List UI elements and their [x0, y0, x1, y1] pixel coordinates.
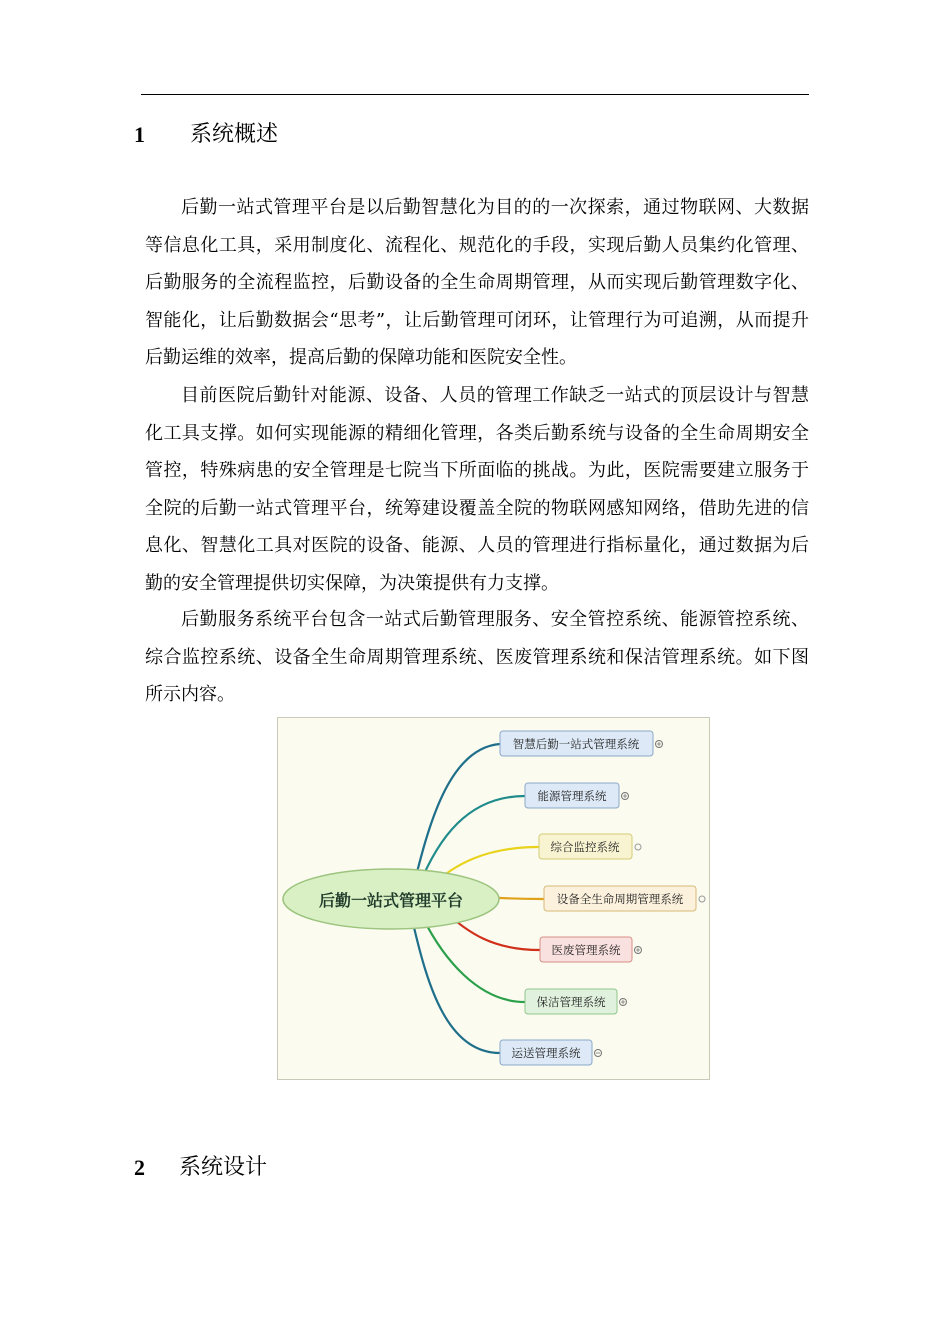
section-2-title: 系统设计: [179, 1155, 268, 1180]
paragraph-overview: 后勤一站式管理平台是以后勤智慧化为目的的一次探索，通过物联网、大数据等信息化工具，采用制度化、流程化、规范化的手段，实现后勤人员集约化管理、后勤服务的全流程监控，后勤设备的全生命周期管理，从而实现后勤管理数字化、智能化，让后勤数据会“思考”，让后勤管理可闭环，让管理行为可追溯，从而提升后勤运维的效率，提高后勤的保障功能和医院安全性。: [145, 197, 809, 368]
mindmap-figure: [277, 717, 710, 1080]
mindmap-branch-label: 智慧后勤一站式管理系统: [512, 737, 640, 751]
paragraph-components: 后勤服务系统平台包含一站式后勤管理服务、安全管控系统、能源管控系统、综合监控系统、设备全生命周期管理系统、医废管理系统和保洁管理系统。如下图所示内容。: [145, 609, 809, 705]
expand-icon: [635, 844, 641, 850]
mindmap-branch-label: 能源管理系统: [537, 789, 607, 803]
mindmap-branch-label: 保洁管理系统: [536, 995, 606, 1009]
header-rule: [141, 94, 809, 95]
mindmap-branch-node: [539, 834, 641, 859]
mindmap-connector: [413, 923, 500, 1053]
mindmap-branch-label: 设备全生命周期管理系统: [556, 892, 684, 906]
mindmap-branch-node: [525, 989, 627, 1014]
mindmap-branch-node: [500, 1040, 602, 1065]
mindmap-branch-label: 运送管理系统: [511, 1046, 581, 1060]
expand-icon: [699, 896, 705, 902]
paragraph-challenges: 目前医院后勤针对能源、设备、人员的管理工作缺乏一站式的顶层设计与智慧化工具支撑。如何实现能源的精细化管理，各类后勤系统与设备的全生命周期安全管控，特殊病患的安全管理是七院当下所面临的挑战。为此，医院需要建立服务于全院的后勤一站式管理平台，统筹建设覆盖全院的物联网感知网络，借助先进的信息化、智慧化工具对医院的设备、能源、人员的管理进行指标量化，通过数据为后勤的安全管理提供切实保障，为决策提供有力支撑。: [145, 385, 809, 594]
mindmap-branch-node: [544, 886, 705, 911]
mindmap-root-node: [283, 869, 499, 929]
section-1-title: 系统概述: [190, 122, 279, 147]
section-1-heading: [134, 121, 434, 151]
section-2-heading: [134, 1154, 434, 1184]
section-1-number: 1: [134, 122, 145, 147]
mindmap-connector: [423, 918, 525, 1002]
mindmap-branch-label: 医废管理系统: [551, 943, 621, 957]
mindmap-svg: [278, 718, 711, 1081]
mindmap-branch-node: [525, 783, 629, 808]
section-2-number: 2: [134, 1155, 145, 1180]
mindmap-branch-node: [500, 731, 663, 756]
mindmap-branch-label: 综合监控系统: [550, 840, 620, 854]
mindmap-branch-node: [540, 937, 642, 962]
mindmap-root-label: 后勤一站式管理平台: [318, 891, 464, 910]
